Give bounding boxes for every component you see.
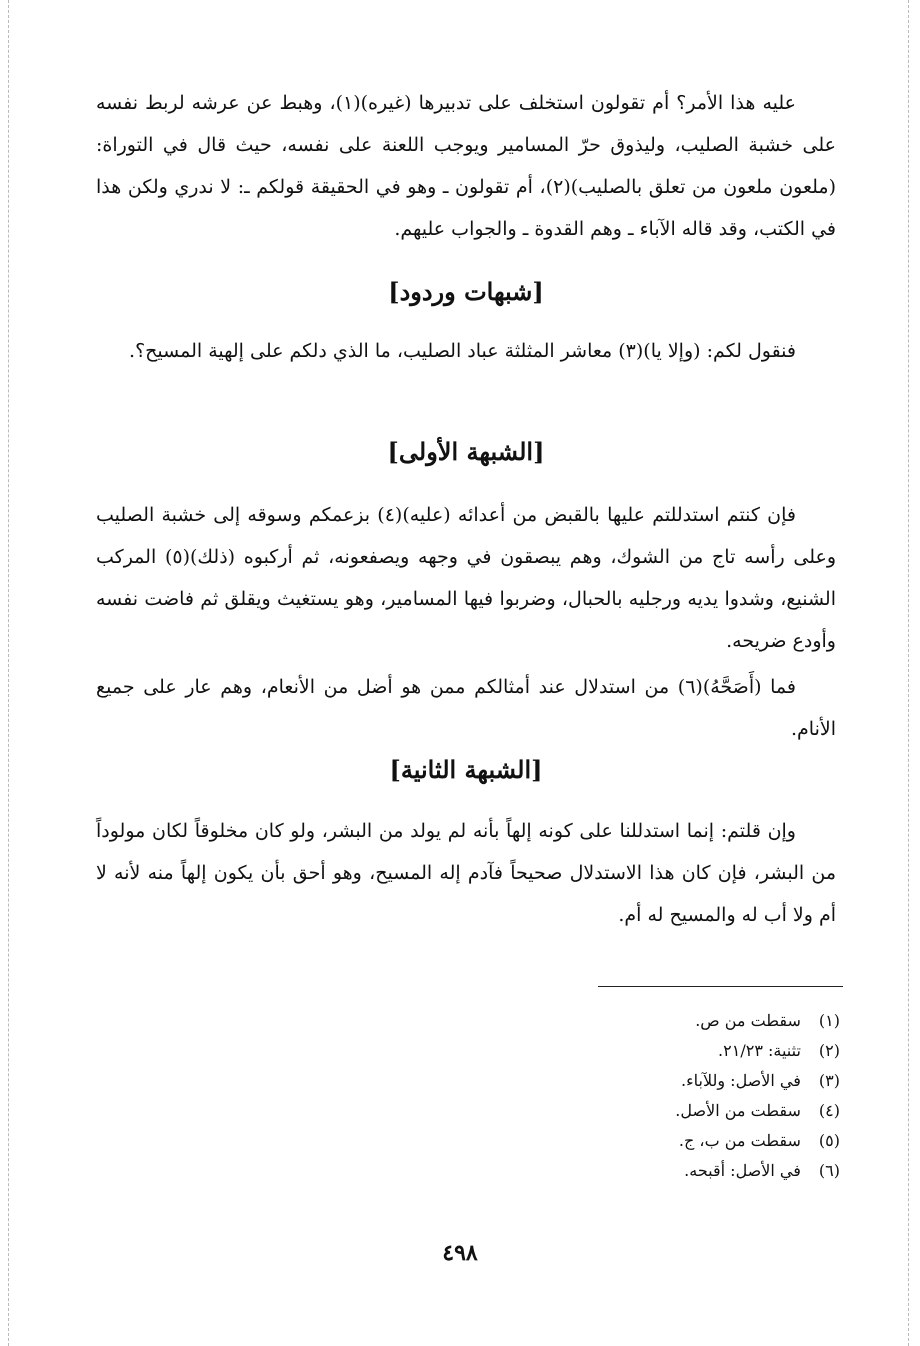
- heading-first-doubt: [الشبهة الأولى]: [387, 437, 545, 466]
- scan-margin-line: [8, 0, 9, 1346]
- footnote-text: سقطت من الأصل.: [675, 1101, 801, 1120]
- page-number: ٤٩٨: [442, 1240, 478, 1266]
- heading-shubuhat-wa-rudud: [شبهات وردود]: [388, 277, 544, 306]
- paragraph-first-doubt-reply-text: فما (أَصَحَّهُ)(٦) من استدلال عند أمثالكم ممن هو أضل من الأنعام، وهم عار على جميع الأنام.: [96, 676, 836, 740]
- footnote-item: [460, 1126, 840, 1156]
- footnotes-list: [460, 1006, 840, 1186]
- footnote-item: [460, 1156, 840, 1186]
- footnote-item: [460, 1036, 840, 1066]
- footnote-number: (١): [818, 1011, 840, 1030]
- footnote-number: (٣): [818, 1071, 840, 1090]
- footnote-number: (٥): [818, 1131, 840, 1150]
- footnote-number: (٤): [818, 1101, 840, 1120]
- footnote-item: [460, 1096, 840, 1126]
- footnote-text: في الأصل: وللآباء.: [681, 1071, 801, 1090]
- paragraph-first-doubt: [96, 494, 836, 662]
- footnote-number: (٦): [818, 1161, 840, 1180]
- footnote-item: [460, 1066, 840, 1096]
- paragraph-question: [96, 330, 836, 372]
- paragraph-intro-text: عليه هذا الأمر؟ أم تقولون استخلف على تدبيرها (غيره)(١)، وهبط عن عرشه لربط نفسه على خشبة الصليب، وليذوق حرّ المسامير ويوجب اللعنة على نفسه، حيث قال في التوراة: (ملعون ملعون من تعلق بالصليب)(٢)، أم تقولون ـ وهو في الحقيقة قولكم ـ: لا ندري ولكن هذا في الكتب، وقد قاله الآباء ـ وهم القدوة ـ والجواب عليهم.: [96, 92, 837, 240]
- paragraph-second-doubt-text: وإن قلتم: إنما استدللنا على كونه إلهاً بأنه لم يولد من البشر، ولو كان مخلوقاً لكان مولوداً من البشر، فإن كان هذا الاستدلال صحيحاً فآدم إله المسيح، وهو أحق بأن يكون إلهاً منه لأنه لا أم ولا أب له والمسيح له أم.: [96, 820, 836, 926]
- footnote-text: سقطت من ب، ج.: [678, 1131, 801, 1150]
- paragraph-intro: [96, 82, 836, 250]
- footnote-text: سقطت من ص.: [695, 1011, 801, 1030]
- footnote-text: تثنية: ٢١/٢٣.: [718, 1041, 801, 1060]
- footnote-number: (٢): [818, 1041, 840, 1060]
- footnote-item: [460, 1006, 840, 1036]
- scan-margin-line: [908, 0, 909, 1346]
- paragraph-first-doubt-reply: [96, 666, 836, 750]
- footnote-separator: [598, 986, 843, 987]
- paragraph-second-doubt: [96, 810, 836, 936]
- paragraph-question-text: فنقول لكم: (وإلا يا)(٣) معاشر المثلثة عباد الصليب، ما الذي دلكم على إلهية المسيح؟.: [129, 340, 796, 362]
- footnote-text: في الأصل: أقبحه.: [684, 1161, 801, 1180]
- paragraph-first-doubt-text: فإن كنتم استدللتم عليها بالقبض من أعدائه (عليه)(٤) بزعمكم وسوقه إلى خشبة الصليب وعلى رأسه تاج من الشوك، وهم يبصقون في وجهه ويصفعونه، ثم أركبوه (ذلك)(٥) المركب الشنيع، وشدوا يديه ورجليه بالحبال، وضربوا فيها المسامير، وهو يستغيث ويقلق ثم فاضت نفسه وأودع ضريحه.: [96, 504, 837, 652]
- heading-second-doubt: [الشبهة الثانية]: [389, 755, 543, 784]
